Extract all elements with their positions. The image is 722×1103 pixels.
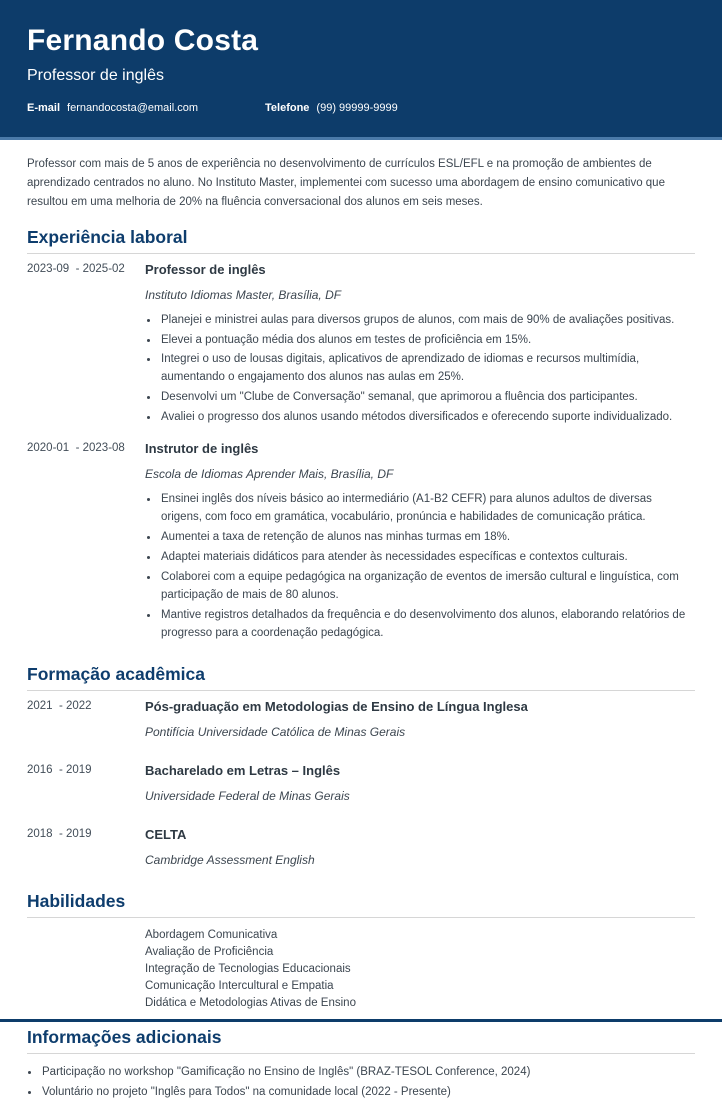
education-details [145,819,695,876]
experience-bullet: • Adaptei materiais didáticos para atender às necessidades específicas e contextos culturais. [159,549,695,567]
education-details [145,755,695,812]
experience-entry [27,254,695,434]
section-divider [27,1053,695,1054]
experience-bullet: • Elevei a pontuação média dos alunos em testes de proficiência em 15%. [159,332,695,350]
experience-bullet: • Desenvolvi um "Clube de Conversação" semanal, que aprimorou a fluência dos participantes. [159,389,695,407]
experience-dates: 2023-09 - 2025-02 [27,262,125,275]
additional-info-list [27,1062,695,1103]
experience-bullet: • Colaborei com a equipe pedagógica na organização de eventos de imersão cultural e linguística, com participação de mais de 80 alunos. [159,569,695,605]
experience-bullet: • Aumentei a taxa de retenção de alunos nas minhas turmas em 18%. [159,529,695,547]
contact-email [27,102,265,114]
skills-entry [27,918,695,1012]
professional-summary: Professor com mais de 5 anos de experiência no desenvolvimento de currículos ESL/EFL e na promoção de ambientes de aprendizado centrados no aluno. No Instituto Master, implementei com sucesso uma abordagem de ensino comunicativo que resultou em uma melhoria de 20% na fluência conversacional dos alunos em seis meses. [27,158,665,208]
education-degree: Pós-graduação em Metodologias de Ensino de Língua Inglesa [145,698,528,714]
skill-item: Comunicação Intercultural e Empatia [145,979,334,992]
footer-accent-bar [0,1019,722,1022]
experience-details [145,254,695,434]
education-dates: 2018 - 2019 [27,827,92,840]
education-degree: CELTA [145,826,187,842]
experience-bullet: • Avaliei o progresso dos alunos usando métodos diversificados e oferecendo suporte individualizado. [159,409,695,427]
additional-info-item: • Participação no workshop "Gamificação no Ensino de Inglês" (BRAZ-TESOL Conference, 2024) [40,1062,695,1083]
skills-heading: Habilidades [27,890,126,911]
section-experience [27,227,695,649]
resume-body [0,155,722,1103]
additional-info-item: • Voluntário no projeto "Inglês para Todos" na comunidade local (2022 - Presente) [40,1082,695,1103]
education-entry [27,819,695,876]
skill-item: Avaliação de Proficiência [145,945,274,958]
person-name: Fernando Costa [27,24,259,57]
education-dates: 2016 - 2019 [27,763,92,776]
education-details [145,691,695,748]
experience-dates: 2020-01 - 2023-08 [27,442,125,455]
education-school: Cambridge Assessment English [145,852,315,867]
section-additional-info [27,1027,695,1103]
experience-role: Instrutor de inglês [145,441,259,457]
experience-role: Professor de inglês [145,261,266,277]
phone-value: (99) 99999-9999 [316,102,398,114]
experience-bullet: • Ensinei inglês dos níveis básico ao intermediário (A1-B2 CEFR) para alunos adultos de diversas origens, com foco em gramática, vocabulário, pronúncia e habilidades de comunicação prática. [159,491,695,527]
contact-row [27,102,695,114]
experience-heading: Experiência laboral [27,226,188,247]
education-entry [27,691,695,748]
additional-info-heading: Informações adicionais [27,1026,222,1047]
experience-organization: Instituto Idiomas Master, Brasília, DF [145,287,342,302]
experience-bullet-list [145,491,695,643]
skill-item: Abordagem Comunicativa [145,928,278,941]
person-job-title: Professor de inglês [27,67,164,84]
skill-item: Didática e Metodologias Ativas de Ensino [145,996,356,1009]
contact-phone [265,102,398,114]
experience-bullet: • Integrei o uso de lousas digitais, aplicativos de aprendizado de idiomas e recursos multimídia, aumentando o engajamento dos alunos nas aulas em 25%. [159,351,695,387]
section-skills [27,891,695,1012]
section-education [27,664,695,876]
experience-bullet-list [145,312,695,428]
education-heading: Formação acadêmica [27,663,206,684]
skills-spacer [27,918,145,1012]
skills-list [145,927,695,1012]
education-entry [27,755,695,812]
education-school: Universidade Federal de Minas Gerais [145,788,350,803]
skill-item: Integração de Tecnologias Educacionais [145,962,351,975]
education-dates: 2021 - 2022 [27,699,92,712]
experience-bullet: • Planejei e ministrei aulas para diversos grupos de alunos, com mais de 90% de avaliações positivas. [159,312,695,330]
phone-label: Telefone [265,102,310,114]
experience-details [145,433,695,649]
experience-bullet: • Mantive registros detalhados da frequência e do desenvolvimento dos alunos, elaborando relatórios de progresso para a coordenação pedagógica. [159,607,695,643]
email-label: E-mail [27,102,61,114]
education-school: Pontifícia Universidade Católica de Minas Gerais [145,724,406,739]
resume-header [0,0,722,140]
experience-organization: Escola de Idiomas Aprender Mais, Brasília, DF [145,467,394,482]
education-degree: Bacharelado em Letras – Inglês [145,762,341,778]
email-value: fernandocosta@email.com [67,102,199,114]
experience-entry [27,433,695,649]
